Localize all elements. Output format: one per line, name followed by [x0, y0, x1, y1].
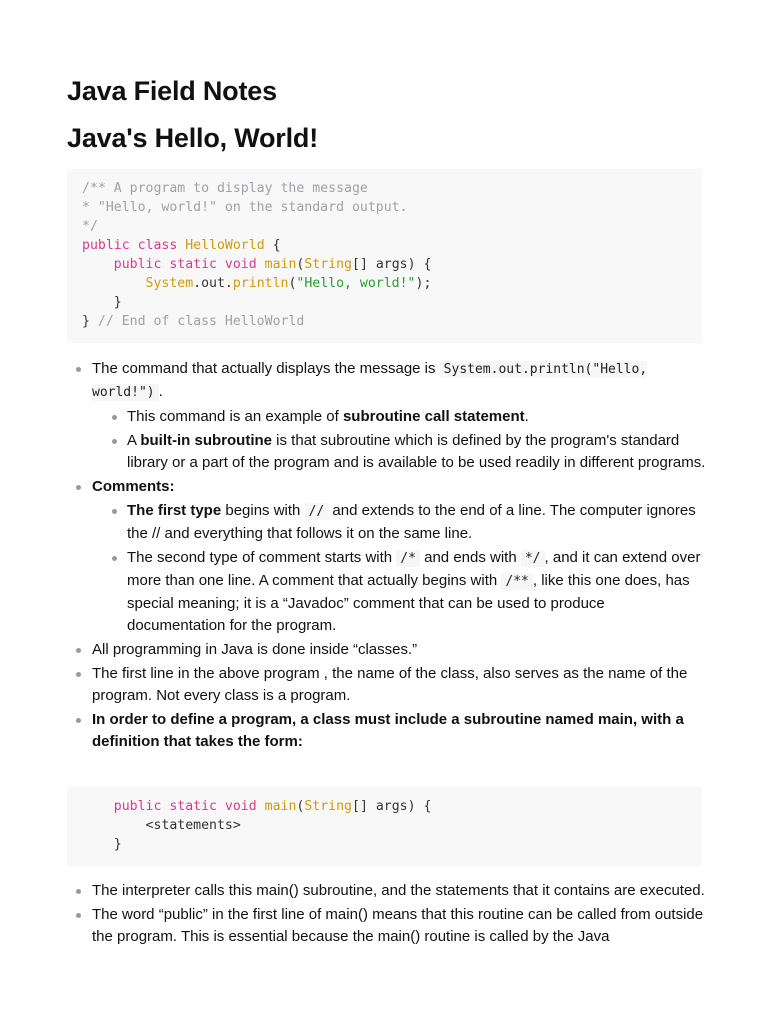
code-keyword: public static void: [113, 799, 257, 814]
code-plain: );: [415, 276, 432, 291]
inline-code: //: [305, 503, 329, 520]
inline-code: /*: [396, 550, 420, 567]
notes-list: [67, 358, 707, 755]
list-item: The interpreter calls this main() subroutine, and the statements that it contains are executed.: [67, 880, 707, 902]
code-function: println: [232, 276, 289, 291]
list-item-text: The command that actually displays the message is: [92, 360, 440, 377]
code-plain: (: [296, 257, 305, 272]
list-item: All programming in Java is done inside “classes.”: [67, 639, 707, 661]
code-function: main: [264, 257, 297, 272]
code-block-main-signature: [67, 787, 702, 866]
list-item: [92, 430, 707, 474]
code-comment: * "Hello, world!" on the standard output.: [82, 200, 408, 215]
code-plain: <statements>: [145, 818, 241, 833]
code-comment: */: [82, 219, 98, 234]
code-plain: [] args) {: [352, 257, 432, 272]
list-item: [92, 547, 707, 637]
inline-code: System.out.println("Hello, world!"): [92, 362, 648, 400]
code-plain: }: [113, 837, 122, 852]
list-item: [92, 500, 707, 545]
list-item-text: is that subroutine which is defined by the program's standard library or a part of the program and is available to be used readily in different programs.: [127, 432, 706, 471]
list-item-text: begins with: [221, 502, 305, 519]
list-item-text: .: [524, 408, 529, 425]
code-type: String: [304, 799, 352, 814]
list-item-text: A: [127, 432, 141, 449]
code-plain: .out.: [193, 276, 233, 291]
list-item-text: This command is an example of: [127, 408, 343, 425]
bold-heading: Comments:: [92, 478, 175, 495]
code-comment: /** A program to display the message: [82, 181, 368, 196]
section-heading: Java's Hello, World!: [67, 123, 318, 153]
code-keyword: public static void: [113, 257, 257, 272]
inline-code: */: [521, 550, 545, 567]
bold-term: The first type: [127, 502, 222, 519]
code-comment: // End of class HelloWorld: [89, 314, 305, 329]
list-item: [67, 476, 707, 637]
code-class-name: System: [145, 276, 194, 291]
list-item: The word “public” in the first line of main() means that this routine can be called from outside the program. This is essential because the main() routine is called by the Java: [67, 904, 707, 948]
code-class-name: HelloWorld: [185, 238, 265, 253]
bold-term: subroutine call statement: [342, 408, 525, 425]
code-plain: }: [113, 295, 122, 310]
inline-code: /**: [501, 573, 532, 590]
page-title: Java Field Notes: [67, 76, 277, 106]
notes-list-continued: [67, 880, 707, 950]
code-string: "Hello, world!": [296, 276, 416, 291]
code-plain: (: [288, 276, 297, 291]
code-function: main: [264, 799, 297, 814]
list-item-text: , and it can extend over more than one line. A comment that actually begins with: [127, 549, 701, 589]
list-item-text: and ends with: [419, 549, 521, 566]
list-item: [67, 358, 707, 474]
code-keyword: public class: [82, 238, 178, 253]
code-plain: [] args) {: [352, 799, 432, 814]
list-item-text: The second type of comment starts with: [127, 549, 397, 566]
list-item: [92, 406, 707, 428]
list-item-text: .: [158, 383, 163, 400]
code-plain: }: [82, 314, 90, 329]
code-type: String: [304, 257, 352, 272]
list-item-text: and extends to the end of a line. The computer ignores the // and everything that follows it on the same line.: [127, 502, 696, 542]
code-plain: (: [296, 799, 305, 814]
bold-term: built-in subroutine: [140, 432, 273, 449]
list-item: The first line in the above program , the name of the class, also serves as the name of the program. Not every class is a program.: [67, 663, 707, 707]
bold-statement: In order to define a program, a class must include a subroutine named main, with a definition that takes the form:: [92, 711, 684, 750]
list-item: [67, 709, 707, 753]
code-plain: {: [264, 238, 281, 253]
list-item-text: , like this one does, has special meaning; it is a “Javadoc” comment that can be used to produce documentation for the program.: [127, 572, 690, 634]
code-block-hello-world: [67, 169, 702, 343]
